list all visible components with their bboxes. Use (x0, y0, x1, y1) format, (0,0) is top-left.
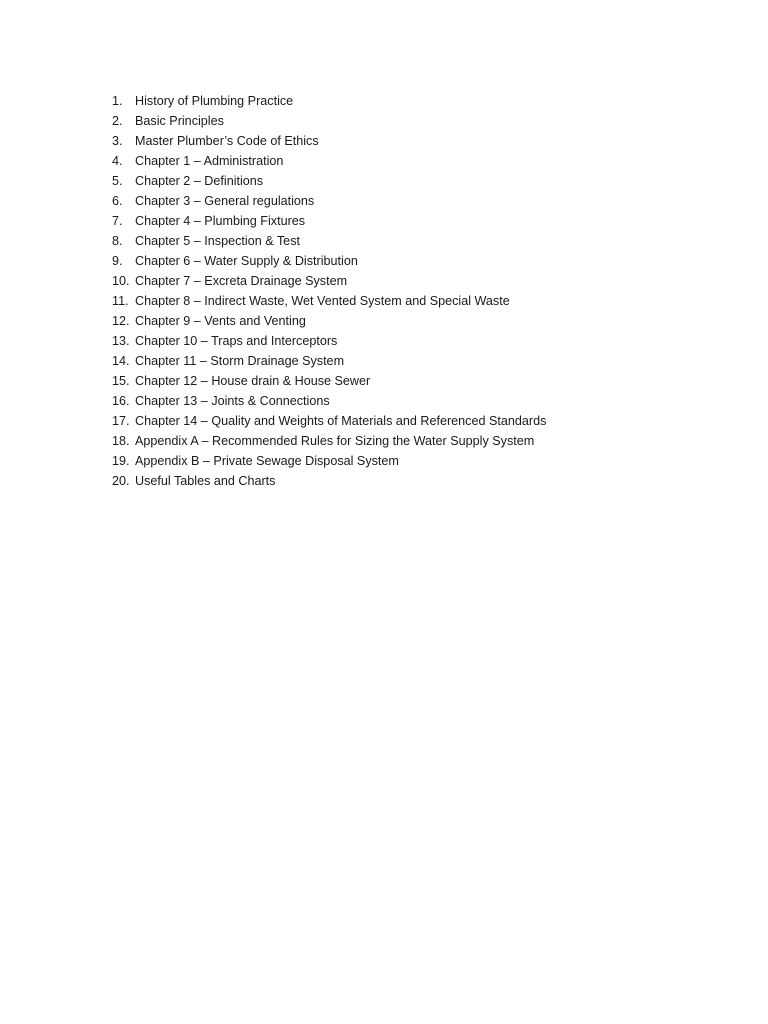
list-item (112, 91, 546, 111)
list-item (112, 271, 546, 291)
list-item-number: 19. (112, 454, 130, 468)
list-item-text: Chapter 12 – House drain & House Sewer (135, 374, 371, 388)
list-item (112, 291, 546, 311)
list-item-text: Chapter 1 – Administration (135, 154, 284, 168)
list-item-text: Chapter 13 – Joints & Connections (135, 394, 330, 408)
list-item-number: 6. (112, 194, 123, 208)
list-item-text: Chapter 7 – Excreta Drainage System (135, 274, 348, 288)
list-item-number: 10. (112, 274, 130, 288)
list-item-number: 13. (112, 334, 130, 348)
list-item (112, 411, 546, 431)
list-item-text: Chapter 14 – Quality and Weights of Materials and Referenced Standards (135, 414, 547, 428)
list-item-text: History of Plumbing Practice (135, 94, 294, 108)
list-item-number: 15. (112, 374, 130, 388)
list-item-number: 8. (112, 234, 123, 248)
list-item-text: Appendix B – Private Sewage Disposal System (135, 454, 399, 468)
list-item (112, 231, 546, 251)
list-item (112, 251, 546, 271)
list-item (112, 211, 546, 231)
list-item (112, 171, 546, 191)
list-item (112, 391, 546, 411)
list-item-number: 2. (112, 114, 123, 128)
list-item-text: Chapter 10 – Traps and Interceptors (135, 334, 338, 348)
list-item-text: Chapter 6 – Water Supply & Distribution (135, 254, 358, 268)
list-item-number: 20. (112, 474, 130, 488)
list-item-text: Useful Tables and Charts (135, 474, 276, 488)
list-item (112, 111, 546, 131)
list-item (112, 131, 546, 151)
list-item (112, 371, 546, 391)
list-item (112, 471, 546, 491)
list-item-number: 11. (112, 294, 129, 308)
list-item (112, 191, 546, 211)
list-item (112, 431, 546, 451)
list-item (112, 351, 546, 371)
list-item-text: Chapter 2 – Definitions (135, 174, 264, 188)
list-item-number: 1. (112, 94, 123, 108)
list-item-number: 17. (112, 414, 130, 428)
list-item-number: 3. (112, 134, 123, 148)
list-item-text: Basic Principles (135, 114, 224, 128)
list-item-text: Master Plumber’s Code of Ethics (135, 134, 319, 148)
list-item-number: 4. (112, 154, 123, 168)
list-item (112, 151, 546, 171)
list-item-number: 12. (112, 314, 130, 328)
list-item-text: Chapter 11 – Storm Drainage System (135, 354, 345, 368)
list-item-number: 5. (112, 174, 123, 188)
list-item-number: 16. (112, 394, 130, 408)
list-item-number: 14. (112, 354, 130, 368)
list-item-number: 9. (112, 254, 123, 268)
list-item-text: Chapter 9 – Vents and Venting (135, 314, 306, 328)
list-item-number: 18. (112, 434, 130, 448)
list-item (112, 311, 546, 331)
list-item-text: Chapter 8 – Indirect Waste, Wet Vented System and Special Waste (135, 294, 510, 308)
table-of-contents (112, 91, 546, 491)
list-item-text: Chapter 5 – Inspection & Test (135, 234, 300, 248)
list-item (112, 451, 546, 471)
list-item-text: Appendix A – Recommended Rules for Sizing the Water Supply System (135, 434, 535, 448)
list-item-text: Chapter 4 – Plumbing Fixtures (135, 214, 306, 228)
list-item-number: 7. (112, 214, 123, 228)
list-item-text: Chapter 3 – General regulations (135, 194, 315, 208)
list-item (112, 331, 546, 351)
